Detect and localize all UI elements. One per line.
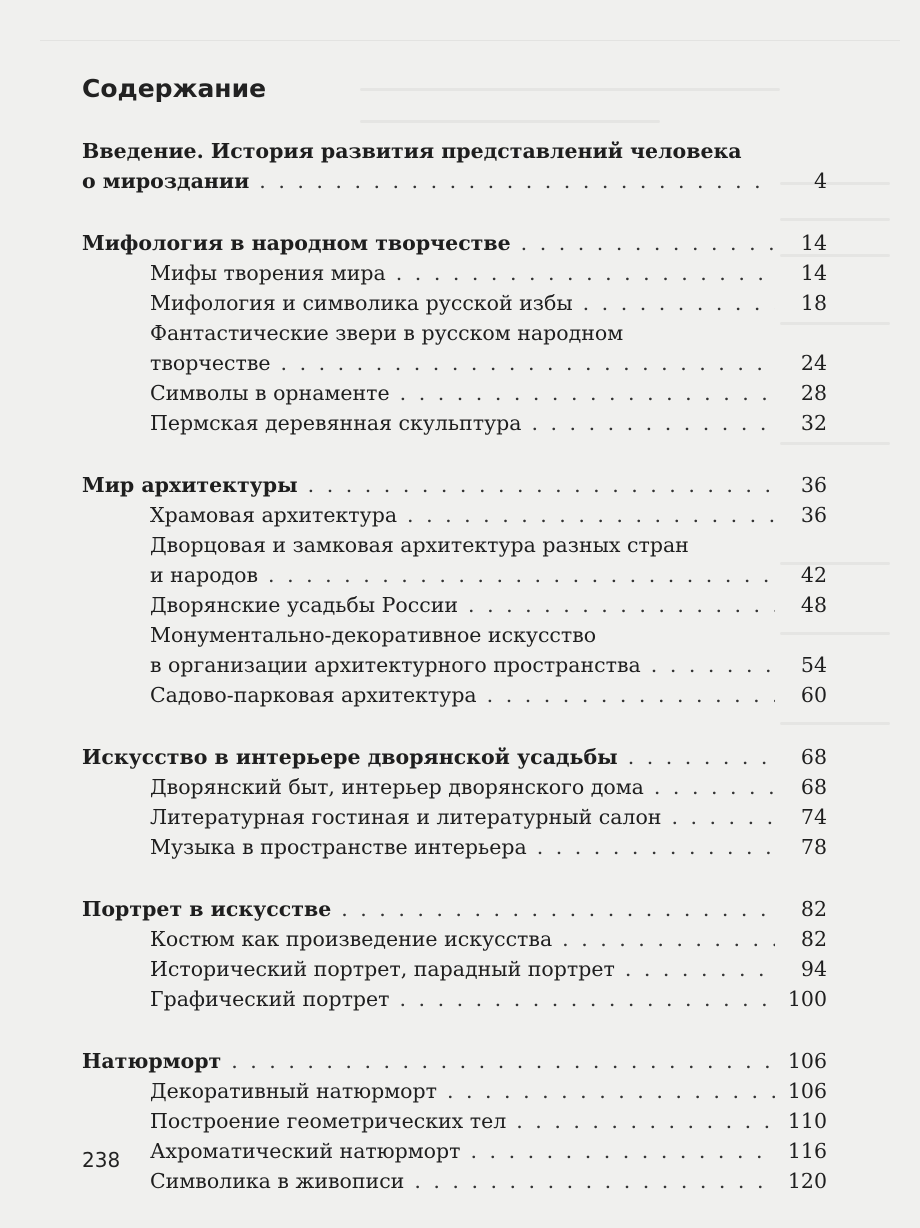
leader-dots [341,894,775,924]
toc-item[interactable] [82,832,827,862]
toc-item[interactable] [82,1106,827,1136]
leader-dots [400,984,775,1014]
toc-page-number: 14 [800,261,827,285]
toc-entry-label: Символика в живописи [150,1169,405,1193]
toc-entry-label: Музыка в пространстве интерьера [150,835,527,859]
toc-page-number: 78 [800,835,827,859]
header-strip [40,14,900,41]
toc-page-number: 82 [800,927,827,951]
toc-item[interactable] [82,680,827,710]
toc-entry-label: Храмовая архитектура [150,503,398,527]
toc-section-heading[interactable] [82,742,827,772]
toc-page-number: 116 [787,1139,827,1163]
page-number: 238 [82,1148,121,1172]
toc-item[interactable] [82,620,827,680]
toc-item[interactable] [82,1166,827,1196]
toc-entry-label: о мироздании [82,169,250,193]
toc-item[interactable] [82,590,827,620]
leader-dots [583,288,775,318]
leader-dots [531,408,775,438]
toc-page-number: 106 [787,1049,827,1073]
toc-item[interactable] [82,954,827,984]
toc-item[interactable] [82,772,827,802]
toc-page-number: 42 [800,563,827,587]
toc-section-heading[interactable] [82,894,827,924]
leader-dots [468,590,775,620]
toc-page-number: 106 [787,1079,827,1103]
toc-page-number: 60 [800,683,827,707]
toc-item[interactable] [82,408,827,438]
leader-dots [537,832,775,862]
leader-dots [231,1046,775,1076]
toc-item[interactable] [82,258,827,288]
leader-dots [414,1166,775,1196]
toc-entry-label-line: Введение. История развития представлений человека [82,139,742,163]
toc-section-heading[interactable] [82,1046,827,1076]
leader-dots [281,348,775,378]
toc-entry-label: Ахроматический натюрморт [150,1139,461,1163]
leader-dots [400,378,775,408]
toc-page-number: 68 [800,745,827,769]
leader-dots [487,680,775,710]
toc-section [82,136,827,196]
leader-dots [651,650,775,680]
toc-section-heading[interactable] [82,136,827,196]
toc-page-number: 74 [800,805,827,829]
toc-page-number: 18 [800,291,827,315]
leader-dots [447,1076,775,1106]
toc-section [82,470,827,710]
leader-dots [259,166,775,196]
leader-dots [671,802,775,832]
toc-page-number: 48 [800,593,827,617]
toc-entry-label: Пермская деревянная скульптура [150,411,522,435]
toc-page-number: 94 [800,957,827,981]
toc-entry-label-line: Монументально-декоративное искусство [150,623,597,647]
toc-item[interactable] [82,318,827,378]
leader-dots [407,500,775,530]
toc-section [82,228,827,438]
toc-page-number: 54 [800,653,827,677]
toc-section-heading[interactable] [82,228,827,258]
toc-item[interactable] [82,802,827,832]
page-title: Содержание [82,74,267,103]
leader-dots [516,1106,775,1136]
toc-item[interactable] [82,530,827,590]
toc-entry-label: творчестве [150,351,271,375]
toc-entry-label: Мир архитектуры [82,473,298,497]
toc-page-number: 14 [800,231,827,255]
toc-entry-label: Мифология в народном творчестве [82,231,511,255]
toc-entry-label: Исторический портрет, парадный портрет [150,957,615,981]
toc-entry-label: Символы в орнаменте [150,381,390,405]
toc-page-number: 82 [800,897,827,921]
leader-dots [308,470,775,500]
toc-section [82,894,827,1014]
toc-entry-label: в организации архитектурного пространства [150,653,641,677]
toc-entry-label: Графический портрет [150,987,390,1011]
toc-section-heading[interactable] [82,470,827,500]
toc-entry-label: Мифы творения мира [150,261,386,285]
toc-page-number: 24 [800,351,827,375]
toc-page-number: 32 [800,411,827,435]
toc-item[interactable] [82,984,827,1014]
toc-page-number: 28 [800,381,827,405]
toc-page-number: 36 [800,503,827,527]
toc-entry-label-line: Фантастические звери в русском народном [150,321,624,345]
toc-item[interactable] [82,500,827,530]
toc-section [82,742,827,862]
table-of-contents [82,136,827,1228]
toc-page-number: 120 [787,1169,827,1193]
leader-dots [654,772,775,802]
toc-item[interactable] [82,1076,827,1106]
leader-dots [268,560,775,590]
toc-entry-label: Литературная гостиная и литературный салон [150,805,662,829]
toc-entry-label: Садово-парковая архитектура [150,683,477,707]
toc-page-number: 36 [800,473,827,497]
toc-entry-label: Построение геометрических тел [150,1109,507,1133]
leader-dots [521,228,775,258]
leader-dots [471,1136,776,1166]
leader-dots [625,954,775,984]
toc-page-number: 68 [800,775,827,799]
toc-entry-label: Портрет в искусстве [82,897,332,921]
leader-dots [396,258,775,288]
toc-page-number: 4 [813,169,827,193]
toc-entry-label: Костюм как произведение искусства [150,927,553,951]
toc-page-number: 100 [787,987,827,1011]
leader-dots [562,924,775,954]
toc-item[interactable] [82,1136,827,1166]
toc-entry-label-line: Дворцовая и замковая архитектура разных стран [150,533,689,557]
toc-item[interactable] [82,378,827,408]
toc-page-number: 110 [787,1109,827,1133]
leader-dots [628,742,775,772]
toc-entry-label: Мифология и символика русской избы [150,291,573,315]
toc-entry-label: Дворянский быт, интерьер дворянского дома [150,775,644,799]
toc-item[interactable] [82,924,827,954]
toc-item[interactable] [82,288,827,318]
toc-entry-label: Искусство в интерьере дворянской усадьбы [82,745,618,769]
toc-section [82,1046,827,1196]
toc-entry-label: Натюрморт [82,1049,222,1073]
toc-entry-label: и народов [150,563,259,587]
toc-entry-label: Декоративный натюрморт [150,1079,437,1103]
toc-entry-label: Дворянские усадьбы России [150,593,459,617]
